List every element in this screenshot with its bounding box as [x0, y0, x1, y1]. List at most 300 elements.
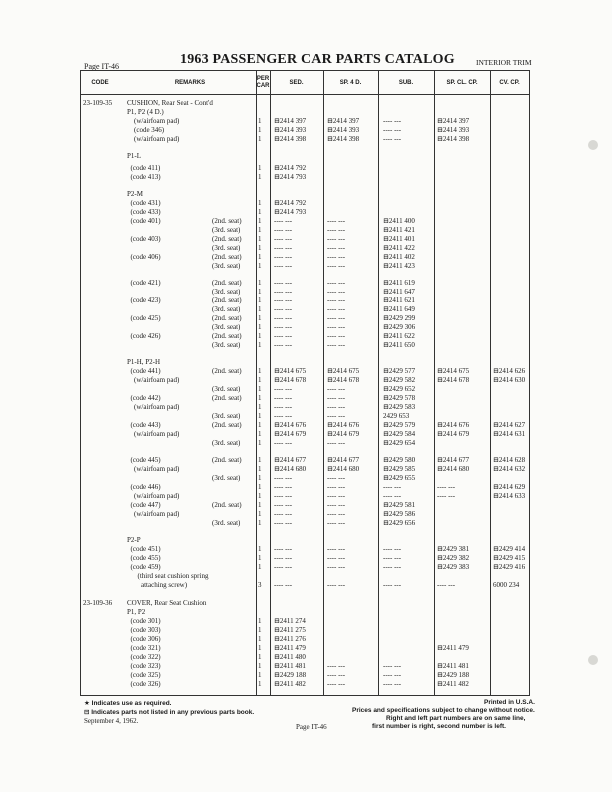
table-row — [80, 554, 530, 563]
quantity-per-car: 1 — [258, 421, 262, 429]
part-sp4d: ---- --- — [327, 671, 346, 679]
part-spclcp: ⊟2414 398 — [437, 135, 470, 143]
part-sed: ---- --- — [274, 519, 293, 527]
part-sp4d: ---- --- — [327, 332, 346, 340]
table-row — [80, 653, 530, 662]
part-sp4d: ---- --- — [327, 305, 346, 313]
remarks: (code 443) — [127, 421, 161, 429]
part-sp4d: ---- --- — [327, 519, 346, 527]
part-spclcp: ⊟2414 397 — [437, 117, 470, 125]
part-sub: ⊟2429 583 — [383, 403, 416, 411]
part-sed: ---- --- — [274, 501, 293, 509]
quantity-per-car: 1 — [258, 626, 262, 634]
table-row — [80, 296, 530, 305]
quantity-per-car: 1 — [258, 341, 262, 349]
remarks: (code 303) — [127, 626, 161, 634]
remarks: (w/airfoam pad) — [127, 117, 180, 125]
quantity-per-car: 1 — [258, 465, 262, 473]
part-sp4d: ⊟2414 675 — [327, 367, 360, 375]
table-row — [80, 135, 530, 144]
table-row — [80, 358, 530, 367]
part-sub: ⊟2411 422 — [383, 244, 415, 252]
part-sed: ⊟2414 680 — [274, 465, 307, 473]
part-sp4d: ---- --- — [327, 492, 346, 500]
part-sub: ⊟2411 647 — [383, 288, 415, 296]
remarks: (w/airfoam pad) — [127, 492, 180, 500]
part-sed: ---- --- — [274, 253, 293, 261]
table-row — [80, 332, 530, 341]
table-row — [80, 412, 530, 421]
part-spclcp: ---- --- — [437, 492, 456, 500]
table-row — [80, 635, 530, 644]
table-row — [80, 483, 530, 492]
part-sed: ---- --- — [274, 492, 293, 500]
quantity-per-car: 1 — [258, 671, 262, 679]
part-sp4d: ---- --- — [327, 510, 346, 518]
quantity-per-car: 1 — [258, 439, 262, 447]
part-sub: ⊟2429 654 — [383, 439, 416, 447]
remarks: P1-H, P2-H — [127, 358, 161, 366]
table-row — [80, 385, 530, 394]
remarks: (third seat cushion spring — [127, 572, 209, 580]
part-sed: ---- --- — [274, 226, 293, 234]
part-spclcp: ---- --- — [437, 483, 456, 491]
part-cvcp: ⊟2429 414 — [493, 545, 526, 553]
part-sp4d: ---- --- — [327, 394, 346, 402]
part-sub: ⊟2411 402 — [383, 253, 415, 261]
part-sub: ⊟2411 622 — [383, 332, 415, 340]
part-sub: ⊟2429 580 — [383, 456, 416, 464]
part-sub: 2429 653 — [383, 412, 410, 420]
part-sp4d: ---- --- — [327, 563, 346, 571]
remarks: (code 451) — [127, 545, 161, 553]
part-sub: ---- --- — [383, 563, 402, 571]
part-sub: ---- --- — [383, 680, 402, 688]
part-sub: ⊟2411 423 — [383, 262, 415, 270]
table-row — [80, 510, 530, 519]
remarks: (w/airfoam pad) — [127, 430, 180, 438]
page-number-top: Page IT-46 — [84, 62, 120, 71]
part-sed: ⊟2414 676 — [274, 421, 307, 429]
quantity-per-car: 1 — [258, 492, 262, 500]
remarks: (code 455) — [127, 554, 161, 562]
part-sp4d: ⊟2414 393 — [327, 126, 360, 134]
part-spclcp: ---- --- — [437, 581, 456, 589]
remarks: (code 425) — [127, 314, 161, 322]
quantity-per-car: 1 — [258, 314, 262, 322]
table-row — [80, 173, 530, 182]
footer-printed: Printed in U.S.A. — [484, 699, 535, 706]
footer-date: September 4, 1962. — [84, 717, 139, 725]
quantity-per-car: 1 — [258, 474, 262, 482]
part-cvcp: ⊟2414 630 — [493, 376, 526, 384]
part-sp4d: ---- --- — [327, 279, 346, 287]
part-sed: ---- --- — [274, 314, 293, 322]
footer-rl-note-1: Right and left part numbers are on same line, — [386, 715, 526, 722]
part-spclcp: ⊟2411 481 — [437, 662, 469, 670]
part-sed: ---- --- — [274, 305, 293, 313]
seat-position: (3rd. seat) — [212, 439, 241, 447]
part-sp4d: ⊟2414 677 — [327, 456, 360, 464]
remarks: (w/airfoam pad) — [127, 135, 180, 143]
quantity-per-car: 1 — [258, 519, 262, 527]
seat-position: (2nd. seat) — [212, 314, 242, 322]
part-sed: ---- --- — [274, 474, 293, 482]
part-spclcp: ⊟2429 383 — [437, 563, 470, 571]
part-sed: ⊟2414 792 — [274, 199, 307, 207]
quantity-per-car: 1 — [258, 412, 262, 420]
catalog-title: 1963 PASSENGER CAR PARTS CATALOG — [180, 52, 455, 67]
remarks: (code 323) — [127, 662, 161, 670]
part-spclcp: ⊟2414 680 — [437, 465, 470, 473]
part-sed: ---- --- — [274, 244, 293, 252]
part-cvcp: ⊟2414 631 — [493, 430, 526, 438]
part-sp4d: ⊟2414 679 — [327, 430, 360, 438]
quantity-per-car: 1 — [258, 226, 262, 234]
table-row — [80, 323, 530, 332]
table-row — [80, 117, 530, 126]
seat-position: (2nd. seat) — [212, 367, 242, 375]
seat-position: (3rd. seat) — [212, 305, 241, 313]
part-sub: ---- --- — [383, 117, 402, 125]
table-row — [80, 403, 530, 412]
table-row — [80, 253, 530, 262]
part-sed: ⊟2414 398 — [274, 135, 307, 143]
part-sed: ---- --- — [274, 279, 293, 287]
seat-position: (3rd. seat) — [212, 385, 241, 393]
part-cvcp: ⊟2414 628 — [493, 456, 526, 464]
remarks: (code 431) — [127, 199, 161, 207]
part-sub: ---- --- — [383, 671, 402, 679]
table-row — [80, 341, 530, 350]
part-sed: ⊟2414 393 — [274, 126, 307, 134]
seat-position: (3rd. seat) — [212, 244, 241, 252]
quantity-per-car: 1 — [258, 126, 262, 134]
quantity-per-car: 1 — [258, 296, 262, 304]
remarks: (code 413) — [127, 173, 161, 181]
part-sed: ⊟2411 479 — [274, 644, 306, 652]
part-sp4d: ---- --- — [327, 314, 346, 322]
part-sp4d: ---- --- — [327, 483, 346, 491]
remarks: (code 411) — [127, 164, 161, 172]
remarks: (w/airfoam pad) — [127, 376, 180, 384]
part-spclcp: ⊟2429 188 — [437, 671, 470, 679]
table-row — [80, 244, 530, 253]
quantity-per-car: 1 — [258, 563, 262, 571]
part-sub: ⊟2429 581 — [383, 501, 416, 509]
part-sub: ⊟2411 621 — [383, 296, 415, 304]
part-sed: ⊟2411 480 — [274, 653, 306, 661]
part-sed: ⊟2414 793 — [274, 173, 307, 181]
footnote-new-parts: ⊟ Indicates parts not listed in any previous parts book. — [84, 709, 255, 716]
part-sp4d: ⊟2414 678 — [327, 376, 360, 384]
seat-position: (2nd. seat) — [212, 279, 242, 287]
table-row — [80, 226, 530, 235]
part-sp4d: ---- --- — [327, 296, 346, 304]
part-spclcp: ⊟2414 393 — [437, 126, 470, 134]
seat-position: (2nd. seat) — [212, 235, 242, 243]
remarks: (code 441) — [127, 367, 161, 375]
quantity-per-car: 1 — [258, 117, 262, 125]
part-sub: ⊟2411 400 — [383, 217, 415, 225]
seat-position: (2nd. seat) — [212, 217, 242, 225]
part-sub: ⊟2429 655 — [383, 474, 416, 482]
col-remarks: REMARKS — [174, 79, 206, 86]
quantity-per-car: 1 — [258, 262, 262, 270]
part-sed: ---- --- — [274, 341, 293, 349]
quantity-per-car: 1 — [258, 235, 262, 243]
table-row — [80, 465, 530, 474]
table-row — [80, 536, 530, 545]
part-sed: ---- --- — [274, 483, 293, 491]
part-sub: ⊟2411 619 — [383, 279, 415, 287]
part-sub: ---- --- — [383, 581, 402, 589]
table-row — [80, 376, 530, 385]
part-spclcp: ⊟2429 382 — [437, 554, 470, 562]
remarks: (code 446) — [127, 483, 161, 491]
part-sub: ⊟2429 578 — [383, 394, 416, 402]
part-sp4d: ---- --- — [327, 323, 346, 331]
part-sed: ---- --- — [274, 412, 293, 420]
part-cvcp: ⊟2414 626 — [493, 367, 526, 375]
part-sub: ⊟2411 650 — [383, 341, 415, 349]
table-row — [80, 305, 530, 314]
quantity-per-car: 1 — [258, 367, 262, 375]
quantity-per-car: 1 — [258, 680, 262, 688]
seat-position: (3rd. seat) — [212, 226, 241, 234]
table-row — [80, 199, 530, 208]
part-sed: ⊟2411 481 — [274, 662, 306, 670]
remarks: P1, P2 (4 D.) — [127, 108, 164, 116]
part-sp4d: ---- --- — [327, 288, 346, 296]
punch-hole — [588, 140, 598, 150]
remarks: (code 346) — [127, 126, 165, 134]
table-row — [80, 644, 530, 653]
part-sp4d: ---- --- — [327, 403, 346, 411]
table-row — [80, 501, 530, 510]
table-row — [80, 279, 530, 288]
remarks: (code 421) — [127, 279, 161, 287]
seat-position: (3rd. seat) — [212, 519, 241, 527]
remarks: (code 445) — [127, 456, 161, 464]
part-sp4d: ---- --- — [327, 412, 346, 420]
part-sed: ---- --- — [274, 394, 293, 402]
table-row — [80, 99, 530, 108]
table-row — [80, 474, 530, 483]
quantity-per-car: 1 — [258, 430, 262, 438]
table-row — [80, 581, 530, 590]
part-sp4d: ---- --- — [327, 244, 346, 252]
remarks: (code 401) — [127, 217, 161, 225]
part-cvcp: ⊟2414 627 — [493, 421, 526, 429]
table-row — [80, 617, 530, 626]
seat-position: (2nd. seat) — [212, 296, 242, 304]
quantity-per-car: 1 — [258, 653, 262, 661]
col-spclcp: SP. CL. CP. — [446, 79, 478, 86]
part-spclcp: ⊟2411 482 — [437, 680, 469, 688]
part-code: 23-109-35 — [83, 99, 113, 107]
seat-position: (2nd. seat) — [212, 394, 242, 402]
part-sp4d: ---- --- — [327, 474, 346, 482]
table-row — [80, 208, 530, 217]
part-spclcp: ⊟2414 679 — [437, 430, 470, 438]
seat-position: (3rd. seat) — [212, 323, 241, 331]
part-sed: ⊟2411 276 — [274, 635, 306, 643]
quantity-per-car: 1 — [258, 288, 262, 296]
part-sed: ---- --- — [274, 332, 293, 340]
part-sub: ---- --- — [383, 126, 402, 134]
remarks: P2-M — [127, 190, 143, 198]
seat-position: (3rd. seat) — [212, 474, 241, 482]
punch-hole — [588, 655, 598, 665]
quantity-per-car: 1 — [258, 510, 262, 518]
part-sed: ---- --- — [274, 262, 293, 270]
part-sed: ---- --- — [274, 581, 293, 589]
part-cvcp: ⊟2414 633 — [493, 492, 526, 500]
table-row — [80, 439, 530, 448]
remarks: (code 426) — [127, 332, 161, 340]
seat-position: (2nd. seat) — [212, 421, 242, 429]
part-spclcp: ⊟2414 676 — [437, 421, 470, 429]
quantity-per-car: 1 — [258, 217, 262, 225]
part-sp4d: ---- --- — [327, 253, 346, 261]
part-sed: ---- --- — [274, 510, 293, 518]
part-sub: ⊟2429 585 — [383, 465, 416, 473]
table-row — [80, 164, 530, 173]
quantity-per-car: 1 — [258, 644, 262, 652]
remarks: (code 406) — [127, 253, 161, 261]
part-sub: ⊟2429 577 — [383, 367, 416, 375]
part-cvcp: 6000 234 — [493, 581, 520, 589]
remarks: COVER, Rear Seat Cushion — [127, 599, 207, 607]
quantity-per-car: 1 — [258, 135, 262, 143]
remarks: (code 326) — [127, 680, 161, 688]
part-cvcp: ⊟2429 416 — [493, 563, 526, 571]
footer-page-number: Page IT-46 — [296, 723, 327, 731]
remarks: (code 325) — [127, 671, 161, 679]
table-row — [80, 262, 530, 271]
table-row — [80, 545, 530, 554]
remarks: (w/airfoam pad) — [127, 465, 180, 473]
seat-position: (2nd. seat) — [212, 253, 242, 261]
part-sp4d: ---- --- — [327, 545, 346, 553]
quantity-per-car: 1 — [258, 323, 262, 331]
table-row — [80, 662, 530, 671]
quantity-per-car: 1 — [258, 394, 262, 402]
part-sp4d: ---- --- — [327, 581, 346, 589]
part-sed: ⊟2414 677 — [274, 456, 307, 464]
quantity-per-car: 1 — [258, 376, 262, 384]
part-sp4d: ---- --- — [327, 439, 346, 447]
quantity-per-car: 1 — [258, 554, 262, 562]
quantity-per-car: 1 — [258, 456, 262, 464]
part-sub: ---- --- — [383, 483, 402, 491]
seat-position: (3rd. seat) — [212, 262, 241, 270]
part-sub: ⊟2429 299 — [383, 314, 416, 322]
part-cvcp: ⊟2414 632 — [493, 465, 526, 473]
quantity-per-car: 1 — [258, 501, 262, 509]
remarks: (w/airfoam pad) — [127, 403, 180, 411]
part-sp4d: ---- --- — [327, 341, 346, 349]
table-row — [80, 608, 530, 617]
table-row — [80, 430, 530, 439]
part-sed: ⊟2414 678 — [274, 376, 307, 384]
part-sed: ---- --- — [274, 439, 293, 447]
table-row — [80, 519, 530, 528]
quantity-per-car: 1 — [258, 173, 262, 181]
part-sed: ⊟2411 275 — [274, 626, 306, 634]
part-spclcp: ⊟2414 678 — [437, 376, 470, 384]
table-row — [80, 108, 530, 117]
seat-position: (2nd. seat) — [212, 332, 242, 340]
table-row — [80, 626, 530, 635]
part-sp4d: ---- --- — [327, 554, 346, 562]
table-row — [80, 572, 530, 581]
quantity-per-car: 1 — [258, 617, 262, 625]
part-sed: ⊟2411 274 — [274, 617, 306, 625]
remarks: (code 442) — [127, 394, 161, 402]
quantity-per-car: 1 — [258, 385, 262, 393]
quantity-per-car: 3 — [258, 581, 262, 589]
part-sed: ⊟2414 397 — [274, 117, 307, 125]
seat-position: (3rd. seat) — [212, 341, 241, 349]
remarks: CUSHION, Rear Seat - Cont'd — [127, 99, 213, 107]
table-row — [80, 367, 530, 376]
part-sub: ⊟2429 586 — [383, 510, 416, 518]
part-cvcp: ⊟2414 629 — [493, 483, 526, 491]
part-sed: ---- --- — [274, 554, 293, 562]
table-row — [80, 492, 530, 501]
part-cvcp: ⊟2429 415 — [493, 554, 526, 562]
table-row — [80, 217, 530, 226]
table-row — [80, 563, 530, 572]
part-sp4d: ---- --- — [327, 217, 346, 225]
quantity-per-car: 1 — [258, 403, 262, 411]
remarks: P1-L — [127, 152, 141, 160]
remarks: (code 403) — [127, 235, 161, 243]
col-per-car-line1: PER — [256, 76, 270, 82]
section-title: INTERIOR TRIM — [476, 58, 532, 67]
part-sed: ---- --- — [274, 403, 293, 411]
quantity-per-car: 1 — [258, 279, 262, 287]
table-row — [80, 680, 530, 689]
part-sed: ---- --- — [274, 235, 293, 243]
part-sed: ⊟2414 679 — [274, 430, 307, 438]
quantity-per-car: 1 — [258, 164, 262, 172]
part-sed: ⊟2414 793 — [274, 208, 307, 216]
quantity-per-car: 1 — [258, 253, 262, 261]
part-sub: ---- --- — [383, 135, 402, 143]
part-sed: ---- --- — [274, 323, 293, 331]
quantity-per-car: 1 — [258, 332, 262, 340]
remarks: attaching screw) — [127, 581, 188, 589]
remarks: (code 322) — [127, 653, 161, 661]
table-row — [80, 314, 530, 323]
part-sed: ⊟2414 792 — [274, 164, 307, 172]
quantity-per-car: 1 — [258, 208, 262, 216]
part-sp4d: ---- --- — [327, 235, 346, 243]
table-row — [80, 152, 530, 161]
table-row — [80, 421, 530, 430]
part-sub: ⊟2411 421 — [383, 226, 415, 234]
part-sp4d: ---- --- — [327, 262, 346, 270]
col-per-car — [256, 71, 270, 95]
part-spclcp: ⊟2414 675 — [437, 367, 470, 375]
footer-rl-note-2: first number is right, second number is left. — [372, 723, 506, 730]
quantity-per-car: 1 — [258, 545, 262, 553]
table-row — [80, 235, 530, 244]
part-sed: ---- --- — [274, 288, 293, 296]
